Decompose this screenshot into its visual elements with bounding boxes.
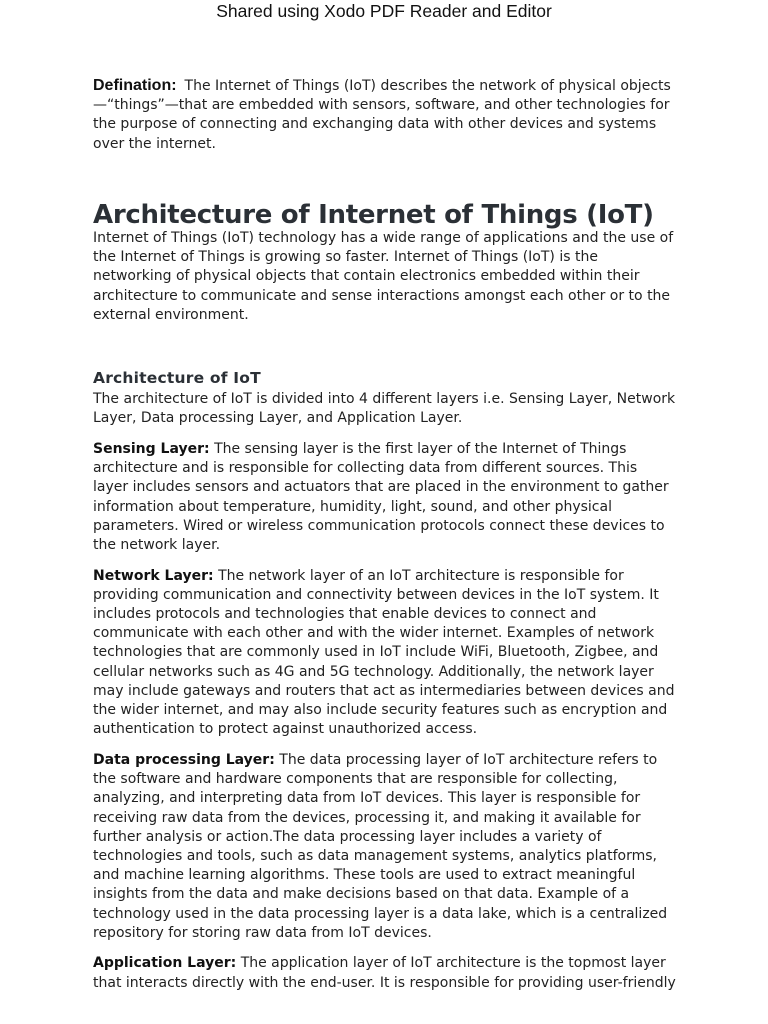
sensing-layer-term: Sensing Layer: — [93, 440, 210, 457]
main-heading: Architecture of Internet of Things (IoT) — [93, 200, 654, 230]
network-layer-paragraph — [93, 567, 676, 740]
definition-text: The Internet of Things (IoT) describes the network of physical objects—“things”—that are embedded with sensors, software, and other technologies for the purpose of connecting and exchanging data with other devices and systems over the internet. — [93, 78, 671, 152]
definition-paragraph — [93, 76, 676, 154]
data-processing-layer-text: The data processing layer of IoT architecture refers to the software and hardware components that are responsible for collecting, analyzing, and interpreting data from IoT devices. This layer is responsible for receiving raw data from the devices, processing it, and making it available for further analysis or action.The data processing layer includes a variety of technologies and tools, such as data management systems, analytics platforms, and machine learning algorithms. These tools are used to extract meaningful insights from the data and make decisions based on that data. Example of a technology used in the data processing layer is a data lake, which is a centralized repository for storing raw data from IoT devices. — [93, 751, 668, 941]
sensing-layer-text: The sensing layer is the first layer of the Internet of Things architecture and is responsible for collecting data from different sources. This layer includes sensors and actuators that are placed in the environment to gather information about temperature, humidity, light, sound, and other physical parameters. Wired or wireless communication protocols connect these devices to the network layer. — [93, 440, 669, 553]
network-layer-term: Network Layer: — [93, 567, 214, 584]
application-layer-paragraph — [93, 954, 676, 992]
overview-paragraph: The architecture of IoT is divided into 4 different layers i.e. Sensing Layer, Network Layer, Data processing Layer, and Application Layer. — [93, 391, 676, 427]
intro-paragraph: Internet of Things (IoT) technology has a wide range of applications and the use of the Internet of Things is growing so faster. Internet of Things (IoT) is the networking of physical objects that contain electronics embedded within their architecture to communicate and sense interactions amongst each other or to the external environment. — [93, 230, 674, 323]
data-processing-layer-term: Data processing Layer: — [93, 751, 275, 768]
network-layer-text: The network layer of an IoT architecture is responsible for providing communication and connectivity between devices in the IoT system. It includes protocols and technologies that enable devices to connect and communicate with each other and with the wider internet. Examples of network technologies that are commonly used in IoT include WiFi, Bluetooth, Zigbee, and cellular networks such as 4G and 5G technology. Additionally, the network layer may include gateways and routers that act as intermediaries between devices and the wider internet, and may also include security features such as encryption and authentication to protect against unauthorized access. — [93, 567, 675, 738]
application-layer-term: Application Layer: — [93, 955, 237, 972]
layers-section — [93, 390, 676, 1004]
sub-heading: Architecture of IoT — [93, 369, 261, 387]
sensing-layer-paragraph — [93, 440, 676, 555]
share-banner: Shared using Xodo PDF Reader and Editor — [216, 1, 552, 21]
definition-label: Defination: — [93, 77, 177, 94]
data-processing-layer-paragraph — [93, 751, 676, 943]
application-layer-text: The application layer of IoT architecture is the topmost layer that interacts directly with the end-user. It is responsible for providing user-friendly — [93, 955, 676, 991]
